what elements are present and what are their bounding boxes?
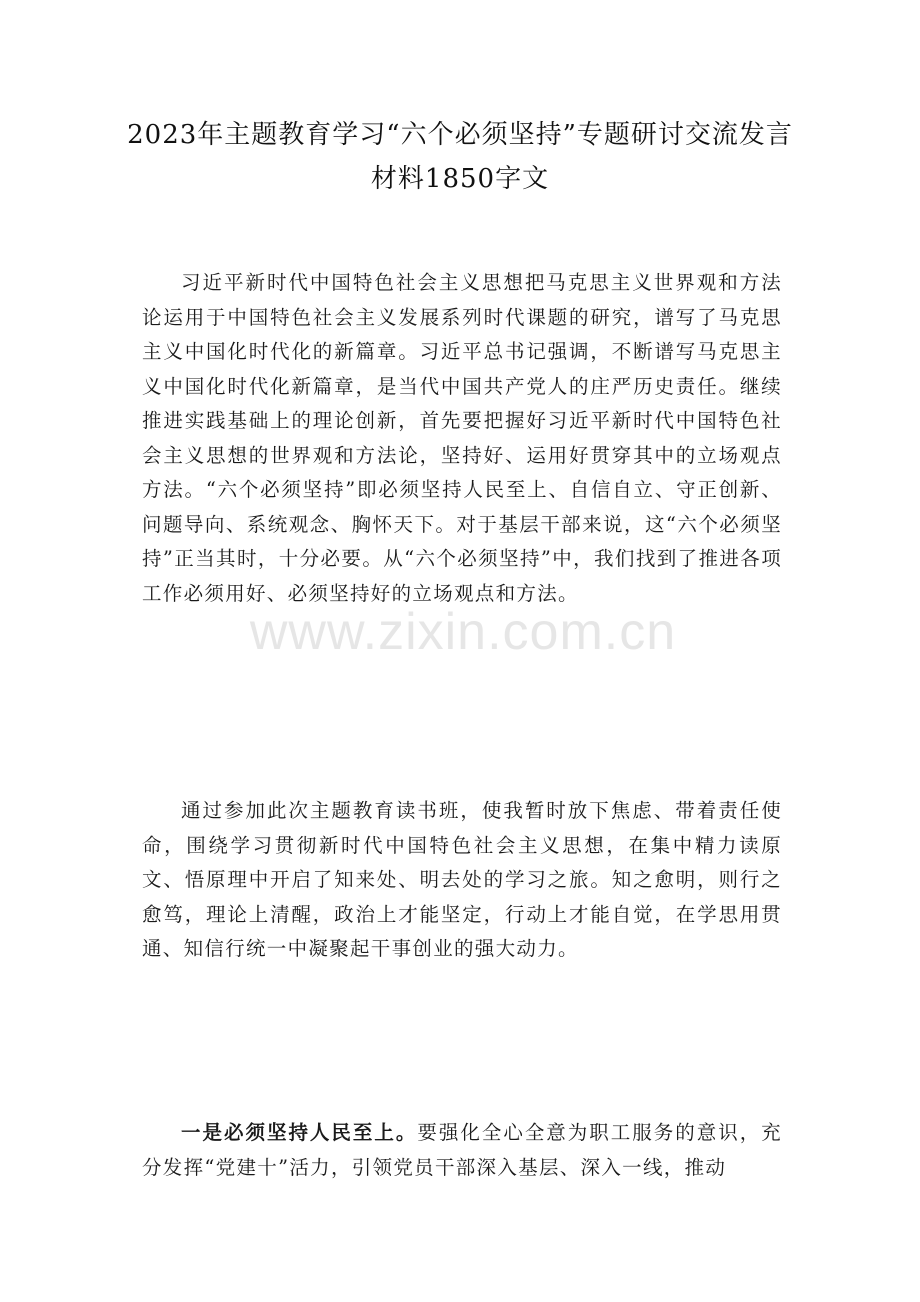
document-title: 2023年主题教育学习“六个必须坚持”专题研讨交流发言材料1850字文 — [127, 120, 793, 194]
paragraph-point-one — [142, 1116, 782, 1185]
paragraph-intro: 习近平新时代中国特色社会主义思想把马克思主义世界观和方法论运用于中国特色社会主义发展系列时代课题的研究，谱写了马克思主义中国化时代化的新篇章。习近平总书记强调，不断谱写马克思主义中国化时代化新篇章，是当代中国共产党人的庄严历史责任。继续推进实践基础上的理论创新，首先要把握好习近平新时代中国特色社会主义思想的世界观和方法论，坚持好、运用好贯穿其中的立场观点方法。“六个必须坚持”即必须坚持人民至上、自信自立、守正创新、问题导向、系统观念、胸怀天下。对于基层干部来说，这“六个必须坚持”正当其时，十分必要。从“六个必须坚持”中，我们找到了推进各项工作必须用好、必须坚持好的立场观点和方法。 — [142, 271, 782, 605]
watermark: www.zixin.com.cn — [249, 603, 677, 661]
paragraph-study-session: 通过参加此次主题教育读书班，使我暂时放下焦虑、带着责任使命，围绕学习贯彻新时代中国特色社会主义思想，在集中精力读原文、悟原理中开启了知来处、明去处的学习之旅。知之愈明，则行之愈笃，理论上清醒，政治上才能坚定，行动上才能自觉，在学思用贯通、知信行统一中凝聚起干事创业的强大动力。 — [142, 799, 782, 960]
paragraph-point-one-heading: 一是必须坚持人民至上。 — [181, 1121, 418, 1144]
paragraph-point-one-body: 要强化全心全意为职工服务的意识，充分发挥“党建十”活力，引领党员干部深入基层、深入一线，推动 — [142, 1121, 782, 1179]
